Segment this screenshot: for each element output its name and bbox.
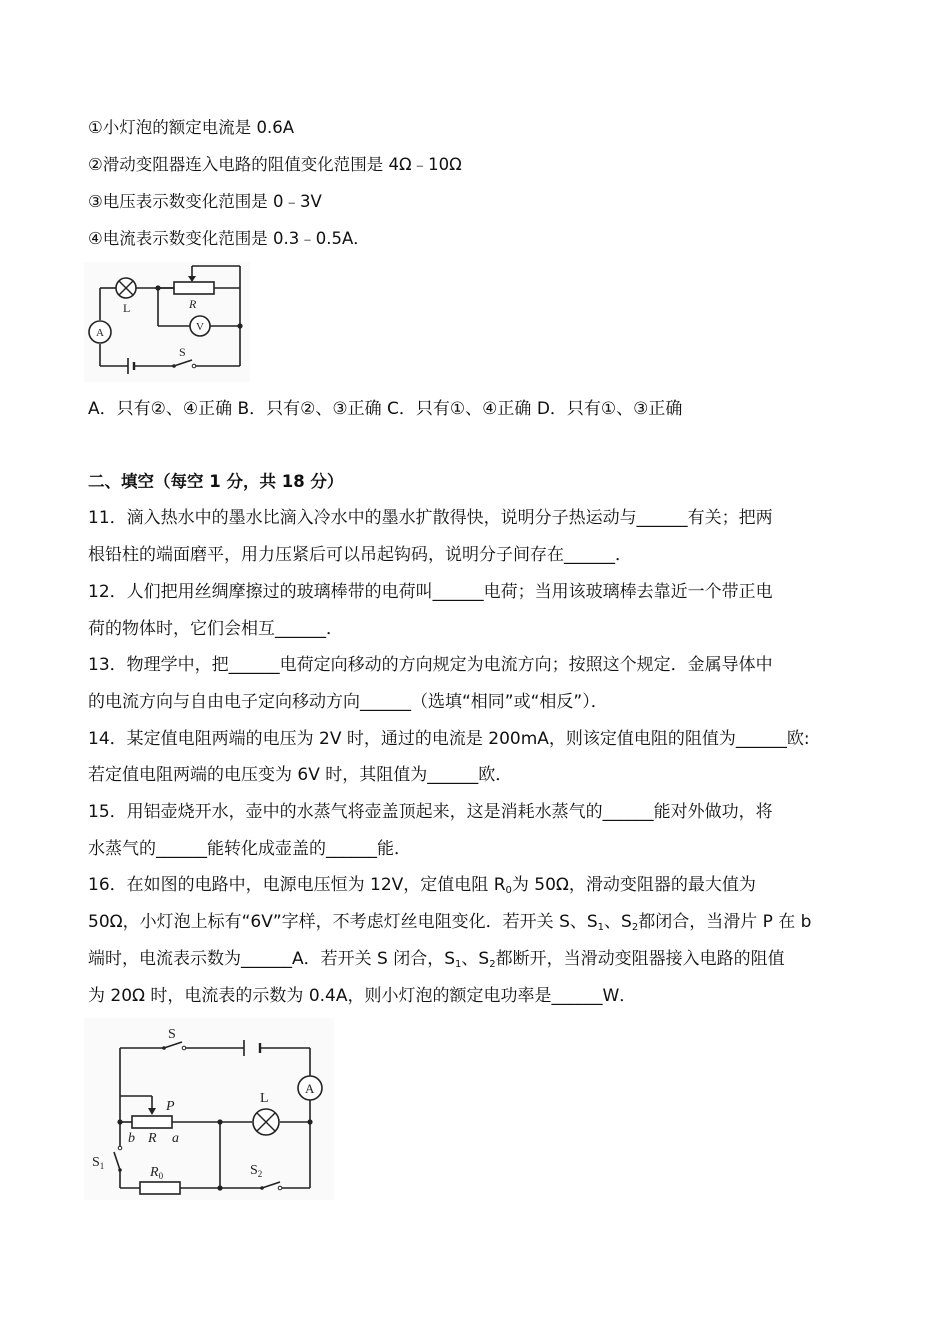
ammeter-label: A [96,327,104,339]
q16-l3-text: 端时，电流表示数为______A．若开关 S 闭合，S [88,949,456,969]
circuit-diagram-1 [84,262,250,382]
q16-l2-text: 50Ω，小灯泡上标有“6V”字样，不考虑灯丝电阻变化．若开关 S、S [88,912,598,932]
lamp-icon [253,1109,279,1135]
q16-l1-text-b: 为 50Ω，滑动变阻器的最大值为 [511,875,756,895]
q16-l2-sub1: 1 [597,922,605,933]
q16-l3-mid: 、S [461,949,490,969]
question-12-line-1: 12．人们把用丝绸摩擦过的玻璃棒带的电荷叫______电荷；当用该玻璃棒去靠近一个带正电 [88,582,773,602]
q16-l2-text-b: 都闭合，当滑片 P 在 b [638,912,812,932]
statement-3: ③电压表示数变化范围是 0﹣3V [88,192,322,211]
question-14-line-1: 14．某定值电阻两端的电压为 2V 时，通过的电流是 200mA，则该定值电阻的阻值为______欧: [88,729,810,749]
q16-l3-text-b: 都断开，当滑动变阻器接入电路的阻值 [495,949,785,969]
fixed-resistor-r0 [140,1182,180,1194]
s1-letter: S [92,1155,100,1170]
end-a-label: a [172,1131,179,1146]
statement-4: ④电流表示数变化范围是 0.3﹣0.5A． [88,229,370,248]
end-b-label: b [128,1131,135,1146]
lamp-icon [116,278,136,298]
resistor-label: R [189,297,197,311]
statement-2: ②滑动变阻器连入电路的阻值变化范围是 4Ω﹣10Ω [88,155,462,174]
question-13-line-2: 的电流方向与自由电子定向移动方向______（选填“相同”或“相反”）． [88,692,608,712]
question-11-line-2: 根铅柱的端面磨平，用力压紧后可以吊起钩码，说明分子间存在______． [88,545,632,565]
q16-l1-text: 16．在如图的电路中，电源电压恒为 12V，定值电阻 R [88,875,506,895]
question-11-line-1: 11．滴入热水中的墨水比滴入冷水中的墨水扩散得快，说明分子热运动与______有关；把两 [88,508,773,528]
section-heading: 二、填空（每空 1 分，共 18 分） [88,472,344,491]
rheostat-r [132,1116,172,1128]
q16-l1-sub: 0 [505,885,512,896]
lamp-label: L [260,1091,269,1106]
r0-sub: 0 [158,1171,164,1181]
q16-l3-sub1: 1 [455,959,462,970]
slider-label: P [166,1099,175,1114]
s2-letter: S [250,1163,258,1178]
q16-l3-sub2: 2 [489,959,496,970]
circuit-diagram-2 [84,1018,334,1200]
resistor-r [174,282,214,294]
question-15-line-1: 15．用铝壶烧开水，壶中的水蒸气将壶盖顶起来，这是消耗水蒸气的______能对外做功，将 [88,802,773,822]
question-15-line-2: 水蒸气的______能转化成壶盖的______能． [88,839,411,859]
ammeter-label: A [305,1081,315,1096]
answer-options: A．只有②、④正确 B．只有②、③正确 C．只有①、④正确 D．只有①、③正确 [88,399,683,419]
r0-letter: R [150,1165,159,1180]
voltmeter-label: V [196,321,204,333]
statement-1: ①小灯泡的额定电流是 0.6A [88,118,295,137]
switch-s-label: S [168,1027,176,1042]
question-16-line-2 [88,910,811,940]
question-13-line-1: 13．物理学中，把______电荷定向移动的方向规定为电流方向；按照这个规定．金属导体中 [88,655,773,675]
s1-sub: 1 [99,1161,105,1171]
switch-label: S [179,345,186,359]
q16-l2-sub2: 2 [631,922,639,933]
q16-l2-mid: 、S [604,912,632,932]
rheostat-label: R [148,1131,157,1146]
s2-sub: 2 [257,1169,263,1179]
question-16-line-3 [88,947,785,977]
lamp-label: L [123,301,131,315]
question-16-line-1 [88,873,756,903]
question-14-line-2: 若定值电阻两端的电压变为 6V 时，其阻值为______欧． [88,765,513,785]
question-12-line-2: 荷的物体时，它们会相互______． [88,619,343,639]
question-16-line-4: 为 20Ω 时，电流表的示数为 0.4A，则小灯泡的额定电功率是______W． [88,986,637,1006]
